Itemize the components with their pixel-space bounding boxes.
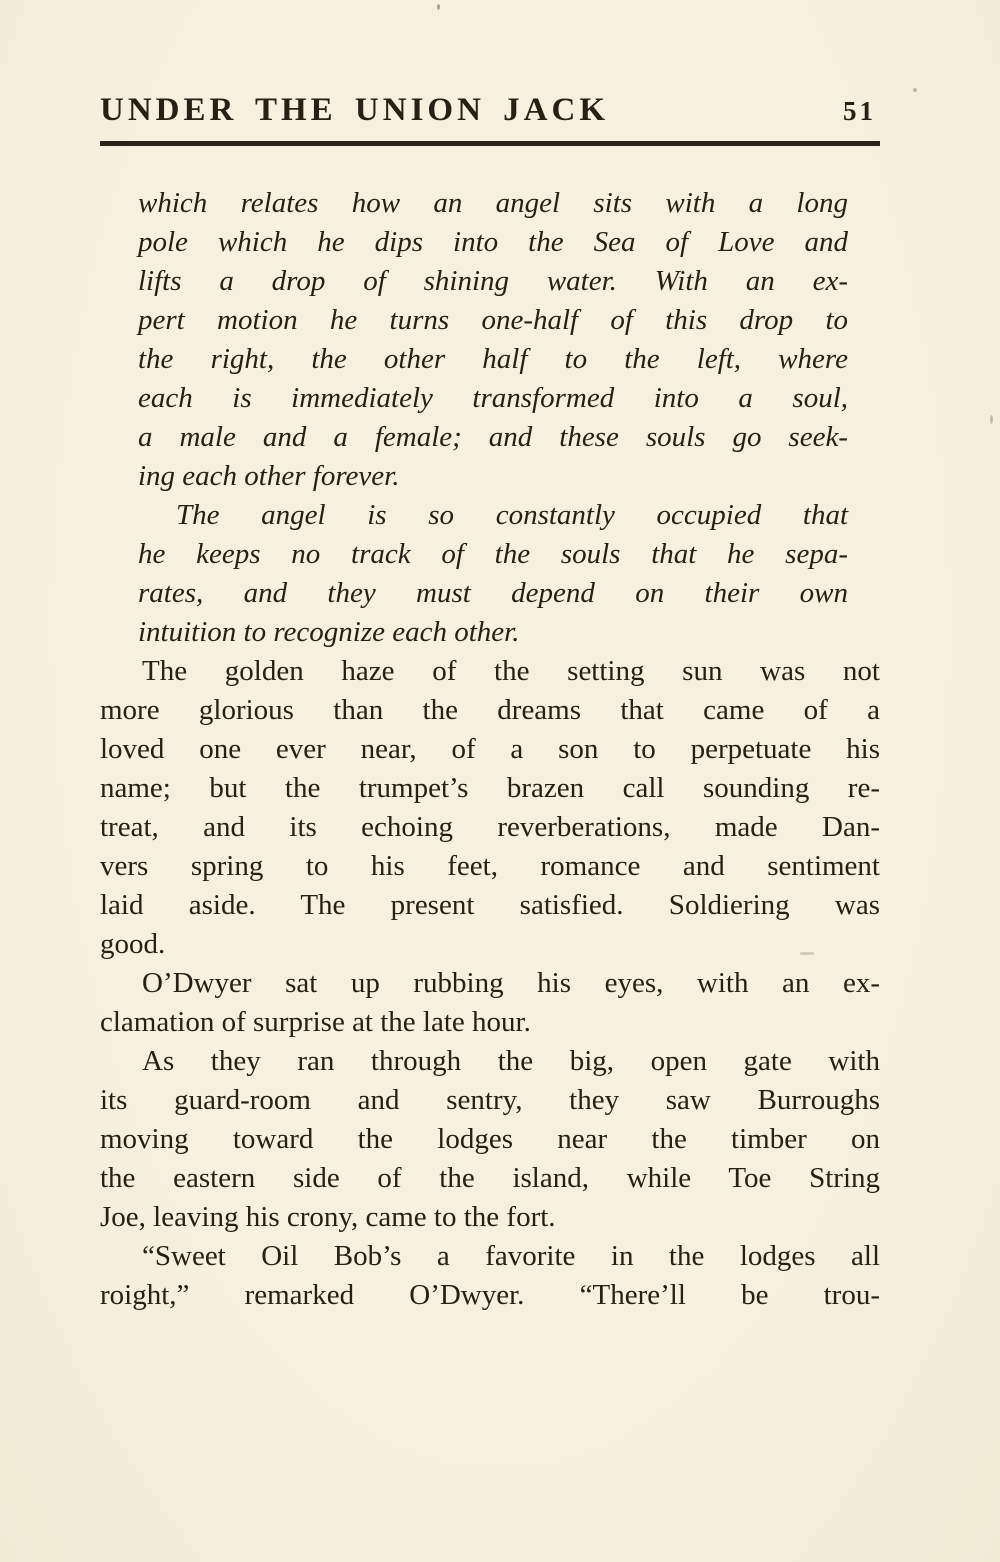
scan-speck [800, 952, 814, 955]
text-line: “Sweet Oil Bob’s a favorite in the lodges all [142, 1240, 880, 1272]
text-line: Joe, leaving his crony, came to the fort. [100, 1201, 556, 1233]
text-line: the eastern side of the island, while Toe String [100, 1162, 880, 1194]
body-paragraph [100, 652, 880, 964]
scan-speck [990, 415, 993, 424]
quote-block [138, 184, 848, 652]
text-line: a male and a female; and these souls go seek- [138, 421, 848, 453]
text-line: intuition to recognize each other. [138, 616, 520, 648]
text-line: treat, and its echoing reverberations, made Dan- [100, 811, 880, 843]
text-line: each is immediately transformed into a soul, [138, 382, 848, 414]
text-line: its guard-room and sentry, they saw Burroughs [100, 1084, 880, 1116]
text-line: vers spring to his feet, romance and sentiment [100, 850, 880, 882]
text-line: good. [100, 928, 166, 960]
text-line: rates, and they must depend on their own [138, 577, 848, 609]
text-line: ing each other forever. [138, 460, 400, 492]
text-line: name; but the trumpet’s brazen call sounding re- [100, 772, 880, 804]
text-line: The angel is so constantly occupied that [176, 499, 848, 531]
body-text [100, 652, 880, 1315]
text-line: the right, the other half to the left, where [138, 343, 848, 375]
text-line: more glorious than the dreams that came of a [100, 694, 880, 726]
text-line: clamation of surprise at the late hour. [100, 1006, 531, 1038]
scan-speck [437, 4, 440, 10]
text-line: roight,” remarked O’Dwyer. “There’ll be trou- [100, 1279, 880, 1311]
text-line: pert motion he turns one-half of this drop to [138, 304, 848, 336]
text-line: As they ran through the big, open gate with [142, 1045, 880, 1077]
text-line: laid aside. The present satisfied. Soldiering was [100, 889, 880, 921]
text-line: The golden haze of the setting sun was not [142, 655, 880, 687]
scan-speck [913, 88, 917, 92]
text-line: O’Dwyer sat up rubbing his eyes, with an ex- [142, 967, 880, 999]
body-paragraph [100, 964, 880, 1042]
body-paragraph [100, 1042, 880, 1237]
text-line: moving toward the lodges near the timber on [100, 1123, 880, 1155]
running-title: UNDER THE UNION JACK [100, 92, 610, 128]
text-line: pole which he dips into the Sea of Love and [138, 226, 848, 258]
quote-paragraph [138, 184, 848, 496]
page-header [100, 92, 880, 146]
quote-paragraph [138, 496, 848, 652]
body-paragraph [100, 1237, 880, 1315]
text-line: lifts a drop of shining water. With an ex- [138, 265, 848, 297]
text-line: which relates how an angel sits with a long [138, 187, 848, 219]
text-line: he keeps no track of the souls that he sepa- [138, 538, 848, 570]
text-line: loved one ever near, of a son to perpetuate his [100, 733, 880, 765]
page-number: 51 [843, 96, 876, 126]
